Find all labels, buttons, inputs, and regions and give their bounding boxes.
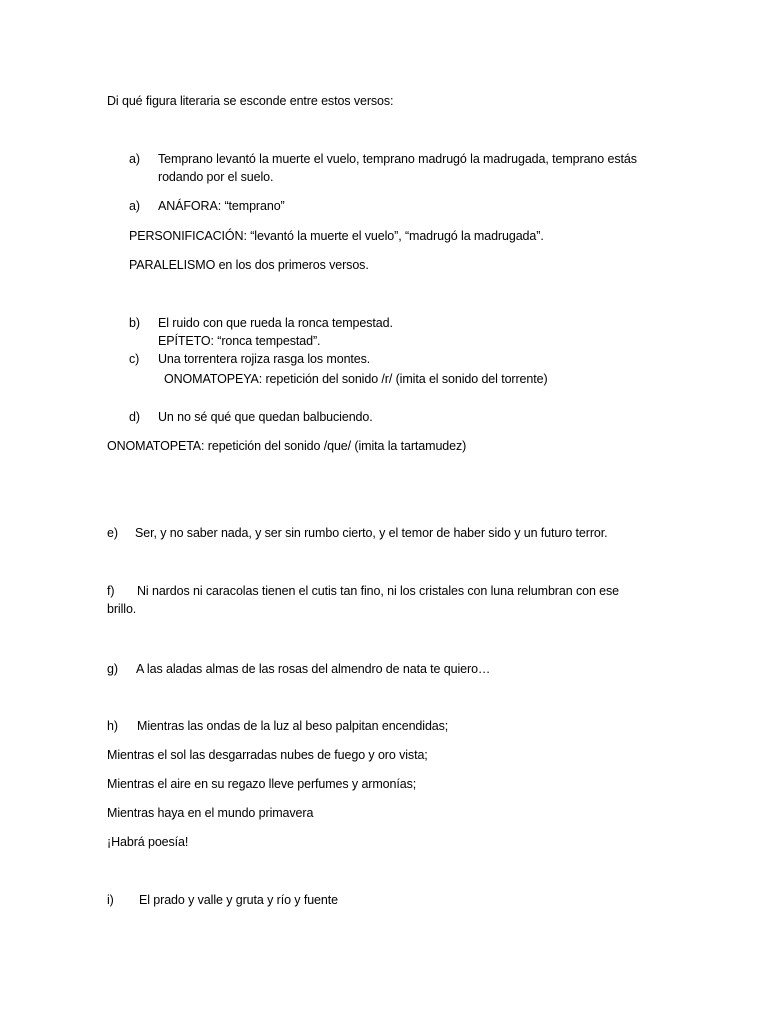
item-d-marker: d) xyxy=(129,410,140,424)
item-f-marker: f) xyxy=(107,584,115,598)
item-i-verse: El prado y valle y gruta y río y fuente xyxy=(139,893,338,907)
item-h-verse-line4: Mientras haya en el mundo primavera xyxy=(107,806,314,820)
item-c-answer: ONOMATOPEYA: repetición del sonido /r/ (imita el sonido del torrente) xyxy=(164,372,548,386)
item-b-verse: El ruido con que rueda la ronca tempestad. xyxy=(158,316,393,330)
item-f-verse-line2: brillo. xyxy=(107,602,137,616)
exercise-prompt: Di qué figura literaria se esconde entre estos versos: xyxy=(107,94,394,108)
item-a-verse-line1: Temprano levantó la muerte el vuelo, temprano madrugó la madrugada, temprano estás xyxy=(158,152,637,166)
item-h-verse-line1: Mientras las ondas de la luz al beso palpitan encendidas; xyxy=(137,719,449,733)
item-a-paralelismo: PARALELISMO en los dos primeros versos. xyxy=(129,258,369,272)
item-f-verse-line1: Ni nardos ni caracolas tienen el cutis tan fino, ni los cristales con luna relumbran con ese xyxy=(137,584,620,598)
item-h-verse-line3: Mientras el aire en su regazo lleve perfumes y armonías; xyxy=(107,777,417,791)
item-b-answer: EPÍTETO: “ronca tempestad”. xyxy=(158,334,321,348)
item-a-answer-marker: a) xyxy=(129,199,140,213)
item-d-verse: Un no sé qué que quedan balbuciendo. xyxy=(158,410,373,424)
item-a-verse-line2: rodando por el suelo. xyxy=(158,170,274,184)
item-g-verse: A las aladas almas de las rosas del almendro de nata te quiero… xyxy=(136,662,491,676)
item-c-verse: Una torrentera rojiza rasga los montes. xyxy=(158,352,371,366)
item-b-marker: b) xyxy=(129,316,140,330)
item-d-answer: ONOMATOPETA: repetición del sonido /que/ (imita la tartamudez) xyxy=(107,439,467,453)
item-a-anafora: ANÁFORA: “temprano” xyxy=(158,199,285,213)
item-e-marker: e) xyxy=(107,526,118,540)
item-g-marker: g) xyxy=(107,662,118,676)
item-e-verse: Ser, y no saber nada, y ser sin rumbo cierto, y el temor de haber sido y un futuro terror. xyxy=(135,526,608,540)
item-a-personificacion: PERSONIFICACIÓN: “levantó la muerte el vuelo”, “madrugó la madrugada”. xyxy=(129,229,544,243)
item-a-marker: a) xyxy=(129,152,140,166)
item-h-marker: h) xyxy=(107,719,118,733)
item-c-marker: c) xyxy=(129,352,140,366)
item-i-marker: i) xyxy=(107,893,114,907)
item-h-verse-line5: ¡Habrá poesía! xyxy=(107,835,189,849)
item-h-verse-line2: Mientras el sol las desgarradas nubes de fuego y oro vista; xyxy=(107,748,428,762)
